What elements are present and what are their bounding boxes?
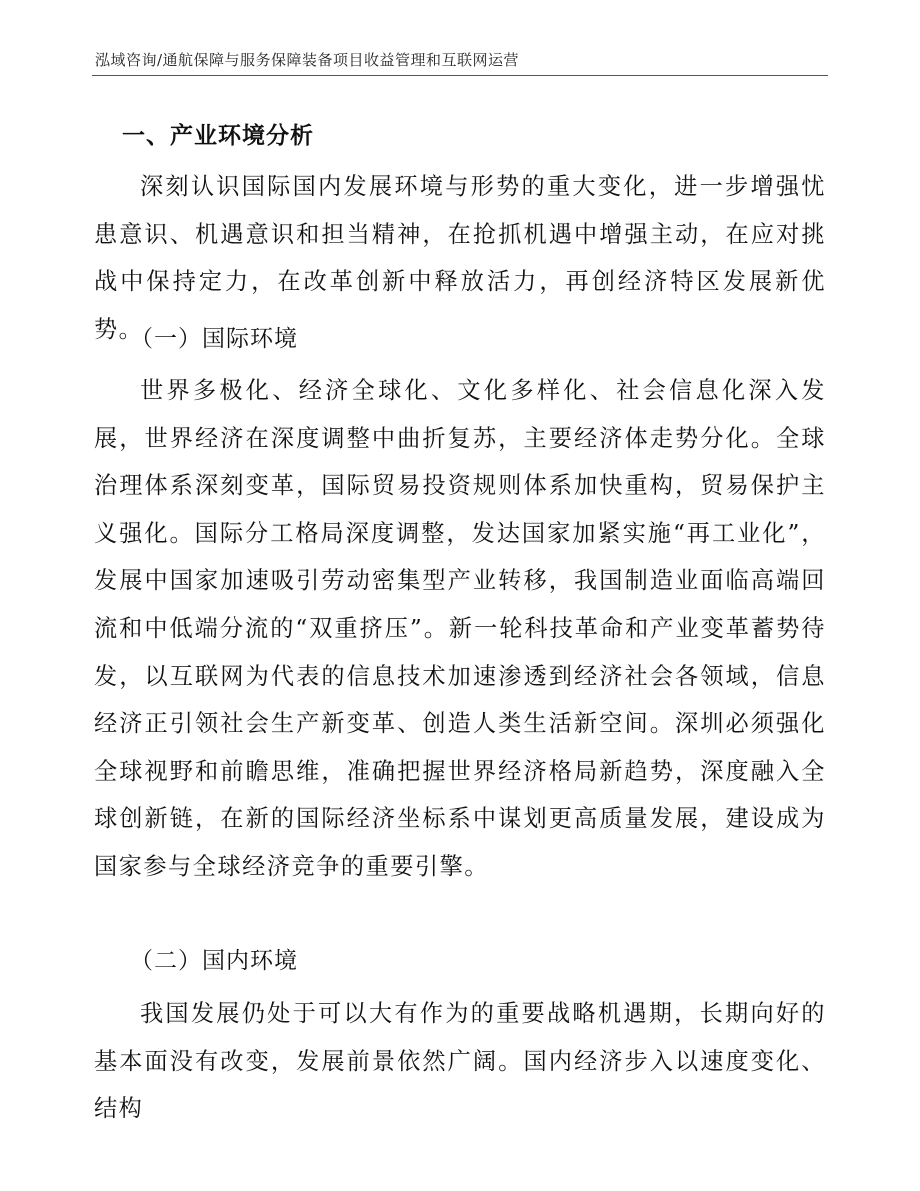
subsection-title-international: （一）国际环境 <box>130 326 298 352</box>
subsection-title-domestic: （二）国内环境 <box>130 948 298 974</box>
domestic-paragraph: 我国发展仍处于可以大有作为的重要战略机遇期，长期向好的基本面没有改变，发展前景依然广阔。国内经济步入以速度变化、结构 <box>94 1000 826 1123</box>
international-paragraph: 世界多极化、经济全球化、文化多样化、社会信息化深入发展，世界经济在深度调整中曲折复苏，主要经济体走势分化。全球治理体系深刻变革，国际贸易投资规则体系加快重构，贸易保护主义强化。国际分工格局深度调整，发达国家加紧实施“再工业化”，发展中国家加速吸引劳动密集型产业转移，我国制造业面临高端回流和中低端分流的“双重挤压”。新一轮科技革命和产业变革蓄势待发，以互联网为代表的信息技术加速渗透到经济社会各领域，信息经济正引领社会生产新变革、创造人类生活新空间。深圳必须强化全球视野和前瞻思维，准确把握世界经济格局新趋势，深度融入全球创新链，在新的国际经济坐标系中谋划更高质量发展，建设成为国家参与全球经济竞争的重要引擎。 <box>94 377 826 880</box>
header-divider <box>92 75 828 76</box>
intro-paragraph: 深刻认识国际国内发展环境与形势的重大变化，进一步增强忧患意识、机遇意识和担当精神，在抢抓机遇中增强主动，在应对挑战中保持定力，在改革创新中释放活力，再创经济特区发展新优势。 <box>94 173 826 343</box>
section-title: 一、产业环境分析 <box>122 122 314 149</box>
running-header: 泓域咨询/通航保障与服务保障装备项目收益管理和互联网运营 <box>95 51 520 69</box>
